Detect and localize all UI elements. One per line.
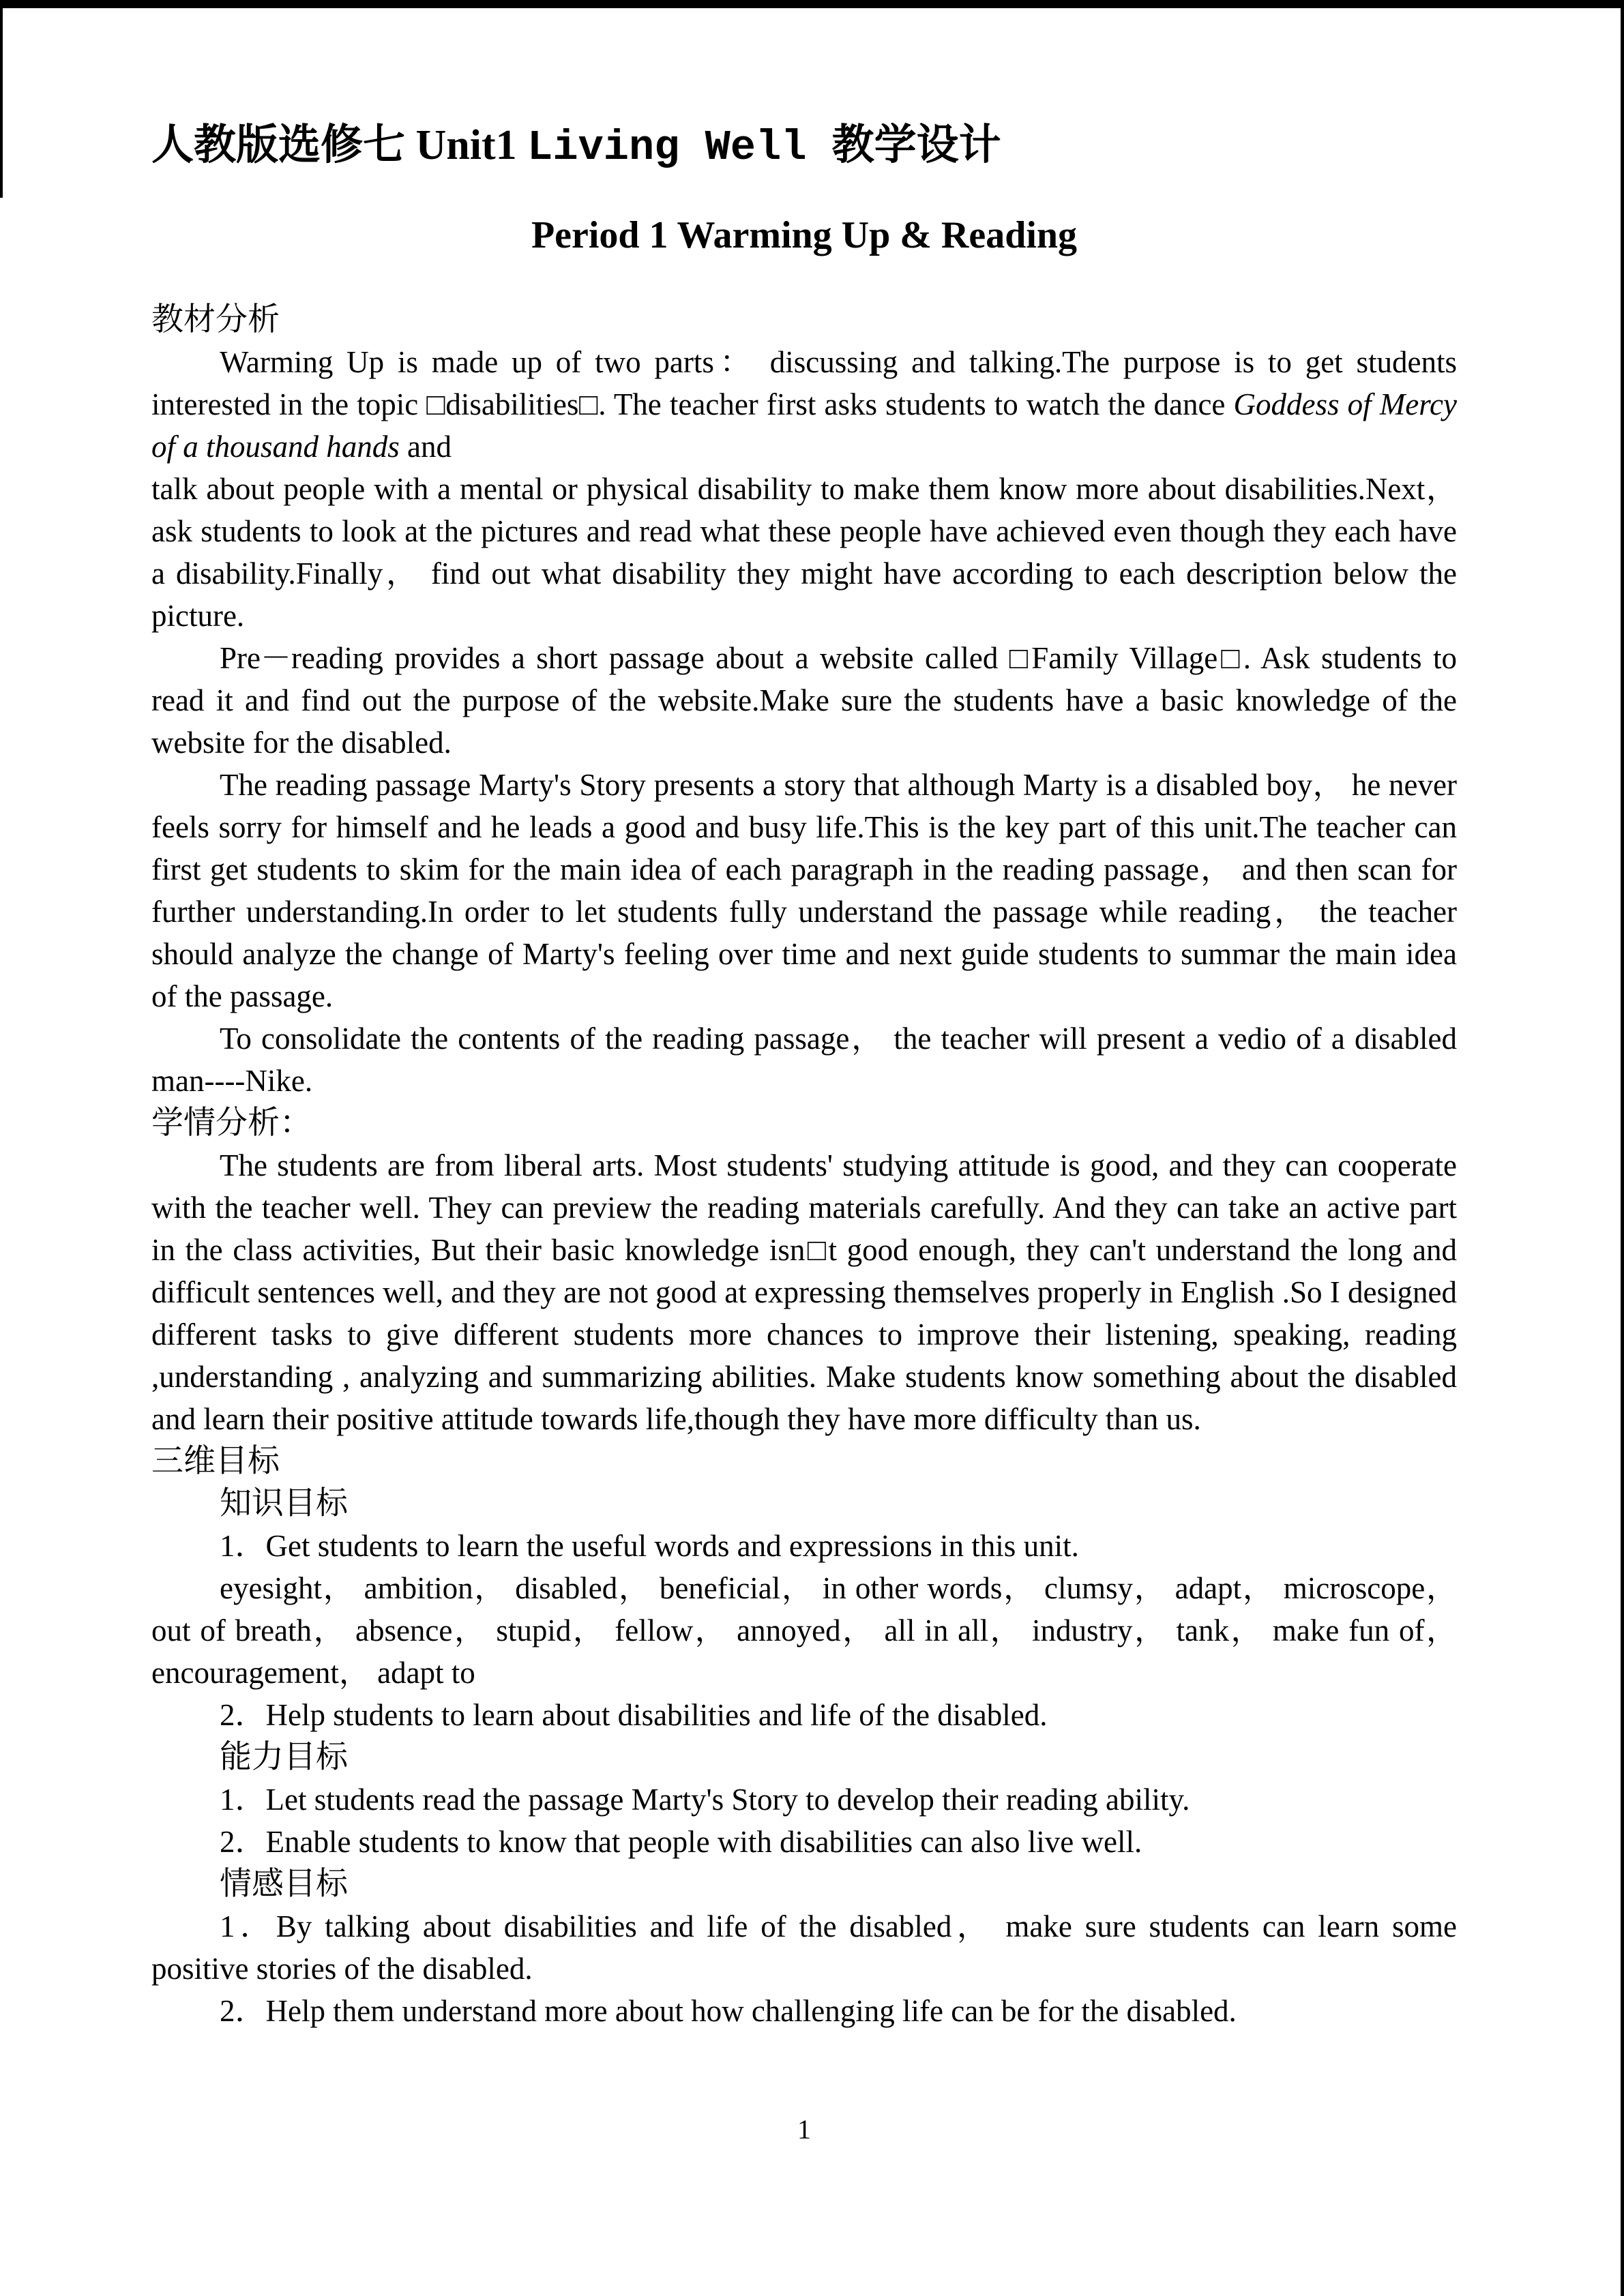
title-cn-prefix: 人教版选修七 (151, 122, 416, 168)
heading-three-dimensional-objectives: 三维目标 (151, 1444, 280, 1479)
knowledge-objective-2: 2．Help students to learn about disabilities and life of the disabled. (220, 1698, 1048, 1732)
para-warming-up-dance-title: Goddess of Mercy of a thousand hands (151, 387, 1457, 464)
ability-objective-1: 1．Let students read the passage Marty's Story to develop their reading ability. (220, 1783, 1190, 1817)
knowledge-vocab-list: eyesight， ambition， disabled， beneficial， in other words， clumsy， adapt， microscope， out of breath， absence， stupid， fellow， annoyed， all in all， industry， tank， make fun of， encouragement， adapt to (151, 1571, 1457, 1690)
para-warming-up (151, 341, 1457, 468)
title-english: Living Well (527, 123, 832, 172)
emotion-objective-2: 2．Help them understand more about how challenging life can be for the disabled. (220, 1994, 1237, 2028)
para-warming-up-text-1: Warming Up is made up of two parts： discussing and talking.The purpose is to get students interested in the topic □disabilities□. The teacher first asks students to watch the dance (151, 345, 1457, 421)
document-title (151, 117, 1457, 176)
para-reading-passage: The reading passage Marty's Story presents a story that although Marty is a disabled boy， he never feels sorry for himself and he leads a good and busy life.This is the key part of this unit.The teacher can first get students to skim for the main idea of each paragraph in the reading passage， and then scan for further understanding.In order to let students fully understand the passage while reading， the teacher should analyze the change of Marty's feeling over time and next guide students to summar the main idea of the passage. (151, 768, 1457, 1013)
para-learner-analysis: The students are from liberal arts. Most students' studying attitude is good, and they can cooperate with the teacher well. They can preview the reading materials carefully. And they can take an active part in the class activities, But their basic knowledge isn□t good enough, they can't understand the long and difficult sentences well, and they are not good at expressing themselves properly in English .So I designed different tasks to give different students more chances to improve their listening, speaking, reading ,understanding , analyzing and summarizing abilities. Make students know something about the disabled and learn their positive attitude towards life,though they have more difficulty than us. (151, 1148, 1457, 1436)
page-footer (151, 2113, 1457, 2147)
page-number: 1 (797, 2114, 811, 2145)
heading-emotion-objectives: 情感目标 (220, 1866, 348, 1902)
ability-objective-2: 2．Enable students to know that people with disabilities can also live well. (220, 1825, 1142, 1859)
emotion-objective-1: 1．By talking about disabilities and life of the disabled， make sure students can learn some positive stories of the disabled. (151, 1909, 1457, 1986)
heading-knowledge-objectives: 知识目标 (220, 1486, 348, 1521)
title-cn-suffix: 教学设计 (831, 122, 1001, 168)
heading-textbook-analysis: 教材分析 (151, 302, 280, 338)
heading-ability-objectives: 能力目标 (220, 1740, 348, 1775)
title-unit: Unit1 (415, 122, 528, 168)
heading-learner-analysis: 学情分析： (151, 1105, 312, 1141)
period-subtitle: Period 1 Warming Up & Reading (531, 214, 1078, 256)
knowledge-objective-1: 1．Get students to learn the useful words and expressions in this unit. (220, 1529, 1079, 1563)
para-warming-up-text-2: and (399, 430, 452, 464)
para-talk-about-people: talk about people with a mental or physical disability to make them know more about disabilities.Next， ask students to look at the pictures and read what these people have achieved even though they each have a disability.Finally， find out what disability they might have according to each description below the picture. (151, 472, 1457, 633)
para-consolidate: To consolidate the contents of the reading passage， the teacher will present a vedio of a disabled man----Nike. (151, 1022, 1457, 1098)
para-pre-reading: Pre－reading provides a short passage about a website called □Family Village□. Ask students to read it and find out the purpose of the website.Make sure the students have a basic knowledge of the website for the disabled. (151, 641, 1457, 760)
